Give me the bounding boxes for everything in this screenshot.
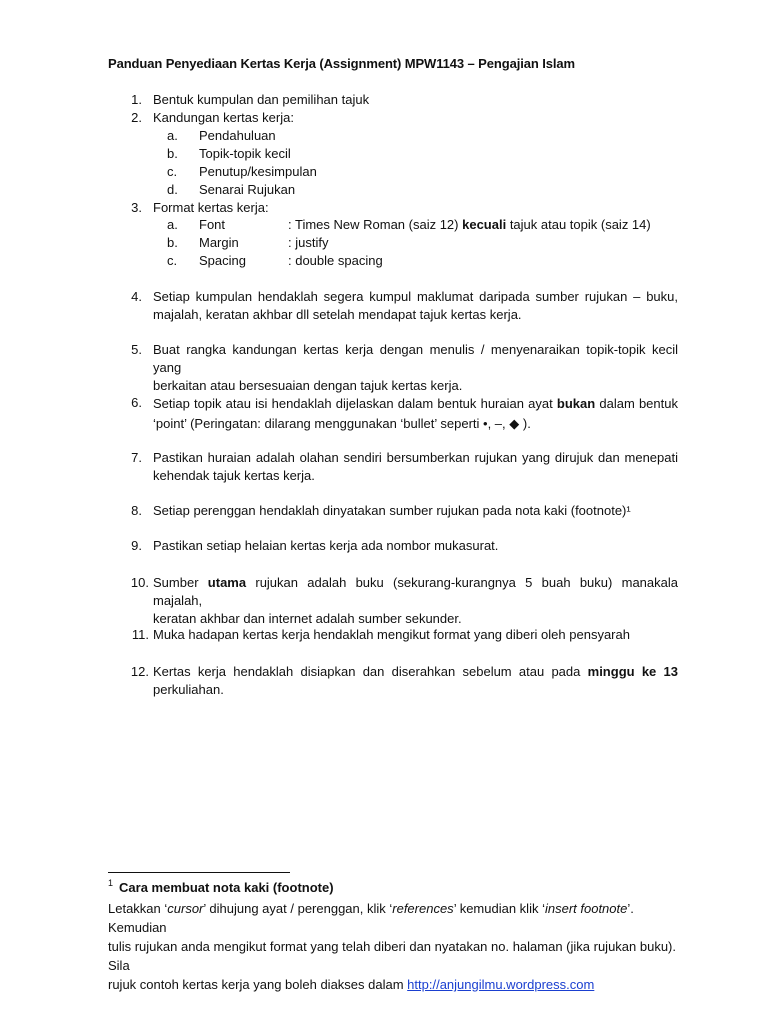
item-number: 10. [130, 575, 149, 590]
item-number: 5. [131, 342, 142, 357]
item-number: 1. [131, 92, 142, 107]
sub-item-value: : justify [288, 235, 329, 250]
sub-item-text: Senarai Rujukan [199, 182, 296, 197]
item-paragraph: Buat rangka kandungan kertas kerja dengan menulis / menyenaraikan topik-topik kecil yang berkaitan atau bersesuaian dengan tajuk kertas kerja. [153, 342, 678, 393]
sub-item-text: Margin [199, 235, 239, 250]
sub-item-letter: a. [167, 217, 178, 232]
item-number: 9. [131, 538, 142, 553]
item-text: Setiap perenggan hendaklah dinyatakan sumber rujukan pada nota kaki (footnote)¹ [153, 503, 631, 518]
sub-item-letter: a. [167, 128, 178, 143]
footnote-link[interactable]: http://anjungilmu.wordpress.com [407, 977, 595, 992]
item-paragraph: Kertas kerja hendaklah disiapkan dan diserahkan sebelum atau pada minggu ke 13 perkuliahan. [153, 664, 679, 697]
item-number: 11. [131, 627, 149, 642]
sub-item-letter: c. [167, 253, 178, 268]
sub-item-letter: c. [167, 164, 178, 179]
item-number: 4. [131, 289, 142, 304]
sub-item-text: Spacing [199, 253, 246, 268]
footnote-heading: $^1$ Cara membuat nota kaki (footnote) [108, 878, 334, 895]
sub-item-value: : Times New Roman (saiz 12) kecuali tajuk atau topik (saiz 14) [288, 217, 651, 232]
item-text: Pastikan setiap helaian kertas kerja ada nombor mukasurat. [153, 538, 499, 553]
sub-item-letter: b. [167, 235, 178, 250]
sub-item-value: : double spacing [288, 253, 383, 268]
item-text: Kandungan kertas kerja: [153, 110, 294, 125]
sub-item-letter: b. [167, 146, 178, 161]
footnote-marker: 1 [108, 878, 114, 888]
sub-item-letter: d. [167, 182, 178, 197]
footnote-body: Letakkan ‘cursor’ dihujung ayat / perenggan, klik ‘references’ kemudian klik ‘insert footnote’. Kemudian tulis rujukan anda mengikut format yang telah diberi dan nyatakan no. halaman (jika rujukan buku). Sila rujuk contoh kertas kerja yang boleh diakses dalam http://anjungilmu.wordpress.com [108, 901, 677, 992]
page-title: Panduan Penyediaan Kertas Kerja (Assignment) MPW1143 – Pengajian Islam [108, 56, 575, 71]
item-number: 8. [131, 503, 142, 518]
item-text: Format kertas kerja: [153, 200, 269, 215]
sub-item-text: Penutup/kesimpulan [199, 164, 317, 179]
item-paragraph: Setiap kumpulan hendaklah segera kumpul maklumat daripada sumber rujukan – buku, majalah, keratan akhbar dll setelah mendapat tajuk kertas kerja. [153, 289, 678, 322]
sub-item-text: Pendahuluan [199, 128, 276, 143]
item-number: 7. [131, 450, 142, 465]
item-number: 12. [130, 664, 149, 679]
item-paragraph: Sumber utama rujukan adalah buku (sekurang-kurangnya 5 buah buku) manakala majalah, keratan akhbar dan internet adalah sumber sekunder. [153, 575, 678, 626]
footnote-separator [108, 872, 290, 873]
item-number: 2. [131, 110, 142, 125]
item-number: 3. [131, 200, 142, 215]
item-number: 6. [131, 395, 142, 410]
item-paragraph: Setiap topik atau isi hendaklah dijelaskan dalam bentuk huraian ayat bukan dalam bentuk ‘point’ (Peringatan: dilarang menggunakan ‘bullet’ seperti •, –, ◆ ). [153, 396, 678, 431]
item-paragraph: Pastikan huraian adalah olahan sendiri bersumberkan rujukan yang dirujuk dan menepati kehendak tajuk kertas kerja. [153, 450, 678, 483]
item-text: Muka hadapan kertas kerja hendaklah mengikut format yang diberi oleh pensyarah [153, 627, 630, 642]
sub-item-text: Topik-topik kecil [199, 146, 291, 161]
item-text: Bentuk kumpulan dan pemilihan tajuk [153, 92, 370, 107]
sub-item-text: Font [199, 217, 226, 232]
